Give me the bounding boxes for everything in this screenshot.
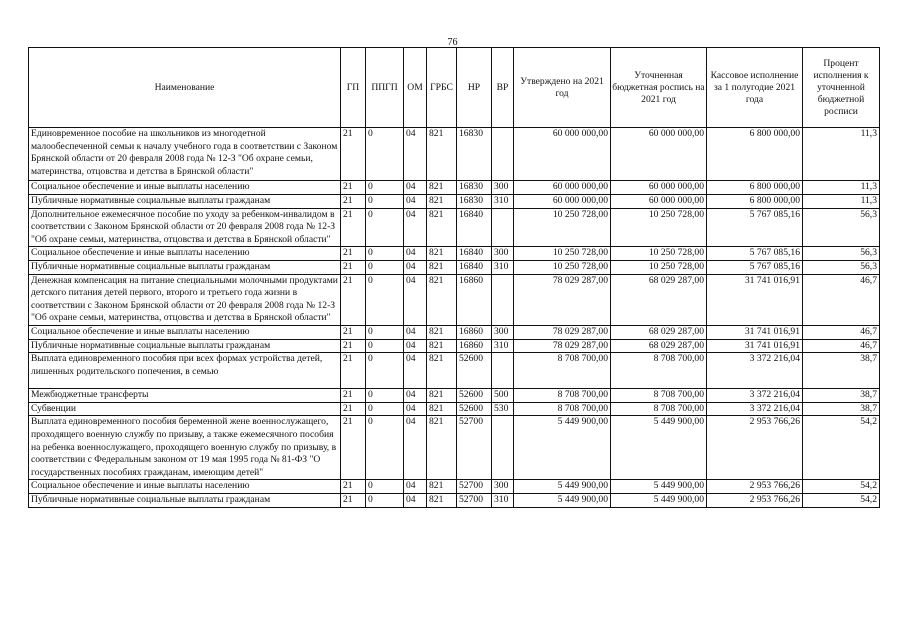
cell-gp: 21: [341, 208, 366, 247]
header-approved: Утверждено на 2021 год: [514, 48, 611, 128]
cell-gp: 21: [341, 260, 366, 274]
cell-grbs: 821: [427, 325, 457, 339]
cell-om: 04: [404, 339, 427, 353]
cell-percent: 56,3: [803, 208, 880, 247]
cell-vr: 300: [492, 181, 514, 195]
cell-grbs: 821: [427, 274, 457, 325]
table-row: [29, 128, 880, 181]
cell-vr: 300: [492, 325, 514, 339]
budget-table: [28, 47, 880, 508]
cell-pgp: 0: [366, 389, 404, 403]
cell-percent: 46,7: [803, 325, 880, 339]
cell-refined: 8 708 700,00: [611, 402, 707, 416]
cell-om: 04: [404, 402, 427, 416]
cell-pgp: 0: [366, 416, 404, 480]
cell-name: Публичные нормативные социальные выплаты гражданам: [29, 194, 341, 208]
cell-cash: 5 767 085,16: [707, 208, 803, 247]
cell-pgp: 0: [366, 339, 404, 353]
cell-om: 04: [404, 274, 427, 325]
cell-cash: 6 800 000,00: [707, 194, 803, 208]
cell-vr: [492, 416, 514, 480]
cell-cash: 3 372 216,04: [707, 353, 803, 389]
cell-name: Выплата единовременного пособия при всех формах устройства детей, лишенных родительского попечения, в семью: [29, 353, 341, 389]
cell-vr: 300: [492, 480, 514, 494]
cell-cash: 5 767 085,16: [707, 247, 803, 261]
cell-approved: 8 708 700,00: [514, 402, 611, 416]
cell-percent: 11,3: [803, 128, 880, 181]
cell-nr: 52600: [457, 353, 492, 389]
header-percent: Процент исполнения к уточненной бюджетной росписи: [803, 48, 880, 128]
cell-gp: 21: [341, 247, 366, 261]
cell-vr: 310: [492, 494, 514, 508]
cell-cash: 2 953 766,26: [707, 416, 803, 480]
cell-nr: 52600: [457, 389, 492, 403]
cell-approved: 8 708 700,00: [514, 353, 611, 389]
cell-name: Выплата единовременного пособия беременной жене военнослужащего, проходящего военную службу по призыву, а также ежемесячного пособия на ребенка военнослужащего, проходящего военную службу по призыву, в соответствии с Федеральным законом от 19 мая 1995 года № 81-ФЗ "О государственных пособиях гражданам, имеющим детей": [29, 416, 341, 480]
cell-gp: 21: [341, 339, 366, 353]
cell-nr: 16860: [457, 325, 492, 339]
cell-refined: 10 250 728,00: [611, 208, 707, 247]
table-row: [29, 402, 880, 416]
cell-cash: 6 800 000,00: [707, 128, 803, 181]
cell-gp: 21: [341, 480, 366, 494]
header-vr: ВР: [492, 48, 514, 128]
cell-refined: 10 250 728,00: [611, 247, 707, 261]
cell-vr: [492, 208, 514, 247]
cell-vr: [492, 274, 514, 325]
cell-vr: 300: [492, 247, 514, 261]
cell-gp: 21: [341, 389, 366, 403]
cell-name: Социальное обеспечение и иные выплаты населению: [29, 480, 341, 494]
cell-pgp: 0: [366, 494, 404, 508]
cell-vr: 500: [492, 389, 514, 403]
cell-pgp: 0: [366, 402, 404, 416]
cell-name: Публичные нормативные социальные выплаты гражданам: [29, 260, 341, 274]
cell-gp: 21: [341, 181, 366, 195]
cell-pgp: 0: [366, 325, 404, 339]
cell-grbs: 821: [427, 260, 457, 274]
cell-approved: 10 250 728,00: [514, 260, 611, 274]
cell-percent: 46,7: [803, 339, 880, 353]
header-refined: Уточненная бюджетная роспись на 2021 год: [611, 48, 707, 128]
cell-gp: 21: [341, 416, 366, 480]
cell-name: Публичные нормативные социальные выплаты гражданам: [29, 339, 341, 353]
cell-approved: 10 250 728,00: [514, 208, 611, 247]
cell-om: 04: [404, 247, 427, 261]
cell-pgp: 0: [366, 128, 404, 181]
header-pgp: ППГП: [366, 48, 404, 128]
cell-grbs: 821: [427, 128, 457, 181]
cell-percent: 11,3: [803, 181, 880, 195]
cell-om: 04: [404, 416, 427, 480]
cell-nr: 16830: [457, 128, 492, 181]
cell-percent: 38,7: [803, 389, 880, 403]
cell-nr: 52700: [457, 416, 492, 480]
cell-gp: 21: [341, 494, 366, 508]
page-number: 76: [447, 37, 458, 48]
header-gp: ГП: [341, 48, 366, 128]
cell-refined: 8 708 700,00: [611, 389, 707, 403]
cell-approved: 5 449 900,00: [514, 494, 611, 508]
cell-grbs: 821: [427, 416, 457, 480]
cell-name: Публичные нормативные социальные выплаты гражданам: [29, 494, 341, 508]
cell-refined: 8 708 700,00: [611, 353, 707, 389]
header-om: ОМ: [404, 48, 427, 128]
cell-percent: 38,7: [803, 353, 880, 389]
cell-name: Социальное обеспечение и иные выплаты населению: [29, 325, 341, 339]
cell-gp: 21: [341, 353, 366, 389]
cell-grbs: 821: [427, 353, 457, 389]
cell-name: Единовременное пособие на школьников из многодетной малообеспеченной семьи к началу учебного года в соответствии с Законом Брянской области от 20 февраля 2008 года № 12-З "Об охране семьи, материнства, отцовства и детства в Брянской области": [29, 128, 341, 181]
cell-nr: 16840: [457, 260, 492, 274]
cell-pgp: 0: [366, 181, 404, 195]
header-nr: НР: [457, 48, 492, 128]
header-cash: Кассовое исполнение за 1 полугодие 2021 года: [707, 48, 803, 128]
cell-percent: 56,3: [803, 260, 880, 274]
cell-percent: 46,7: [803, 274, 880, 325]
cell-approved: 78 029 287,00: [514, 339, 611, 353]
cell-approved: 5 449 900,00: [514, 416, 611, 480]
cell-nr: 52600: [457, 402, 492, 416]
table-row: [29, 247, 880, 261]
header-name: Наименование: [29, 48, 341, 128]
cell-gp: 21: [341, 274, 366, 325]
cell-vr: 310: [492, 339, 514, 353]
table-row: [29, 260, 880, 274]
cell-approved: 60 000 000,00: [514, 194, 611, 208]
table-header-row: [29, 48, 880, 128]
cell-grbs: 821: [427, 181, 457, 195]
table-row: [29, 389, 880, 403]
cell-approved: 78 029 287,00: [514, 325, 611, 339]
cell-grbs: 821: [427, 339, 457, 353]
cell-refined: 68 029 287,00: [611, 274, 707, 325]
cell-cash: 5 767 085,16: [707, 260, 803, 274]
cell-gp: 21: [341, 325, 366, 339]
cell-gp: 21: [341, 128, 366, 181]
cell-approved: 10 250 728,00: [514, 247, 611, 261]
cell-percent: 54,2: [803, 480, 880, 494]
cell-percent: 54,2: [803, 494, 880, 508]
cell-refined: 60 000 000,00: [611, 128, 707, 181]
table-row: [29, 274, 880, 325]
cell-nr: 16860: [457, 339, 492, 353]
cell-pgp: 0: [366, 274, 404, 325]
cell-refined: 60 000 000,00: [611, 181, 707, 195]
cell-om: 04: [404, 480, 427, 494]
cell-cash: 3 372 216,04: [707, 389, 803, 403]
cell-name: Социальное обеспечение и иные выплаты населению: [29, 181, 341, 195]
cell-om: 04: [404, 494, 427, 508]
cell-cash: 31 741 016,91: [707, 274, 803, 325]
cell-grbs: 821: [427, 247, 457, 261]
cell-nr: 16830: [457, 181, 492, 195]
table-row: [29, 494, 880, 508]
cell-name: Социальное обеспечение и иные выплаты населению: [29, 247, 341, 261]
cell-approved: 60 000 000,00: [514, 181, 611, 195]
cell-pgp: 0: [366, 353, 404, 389]
cell-nr: 52700: [457, 480, 492, 494]
cell-grbs: 821: [427, 402, 457, 416]
cell-refined: 5 449 900,00: [611, 416, 707, 480]
cell-om: 04: [404, 208, 427, 247]
cell-pgp: 0: [366, 260, 404, 274]
cell-vr: [492, 128, 514, 181]
cell-vr: 310: [492, 260, 514, 274]
cell-approved: 5 449 900,00: [514, 480, 611, 494]
cell-name: Субвенции: [29, 402, 341, 416]
cell-vr: [492, 353, 514, 389]
cell-name: Межбюджетные трансферты: [29, 389, 341, 403]
cell-pgp: 0: [366, 208, 404, 247]
cell-percent: 54,2: [803, 416, 880, 480]
cell-grbs: 821: [427, 494, 457, 508]
cell-gp: 21: [341, 194, 366, 208]
cell-pgp: 0: [366, 194, 404, 208]
cell-cash: 2 953 766,26: [707, 494, 803, 508]
cell-name: Денежная компенсация на питание специальными молочными продуктами детского питания детей первого, второго и третьего года жизни в соответствии с Законом Брянской области от 20 февраля 2008 года № 12-З "Об охране семьи, материнства, отцовства и детства в Брянской области": [29, 274, 341, 325]
cell-percent: 56,3: [803, 247, 880, 261]
cell-nr: 16860: [457, 274, 492, 325]
cell-om: 04: [404, 260, 427, 274]
table-row: [29, 208, 880, 247]
cell-om: 04: [404, 353, 427, 389]
table-row: [29, 353, 880, 389]
cell-om: 04: [404, 194, 427, 208]
cell-cash: 3 372 216,04: [707, 402, 803, 416]
table-row: [29, 339, 880, 353]
table-row: [29, 416, 880, 480]
header-grbs: ГРБС: [427, 48, 457, 128]
cell-om: 04: [404, 181, 427, 195]
cell-approved: 8 708 700,00: [514, 389, 611, 403]
cell-nr: 16830: [457, 194, 492, 208]
cell-percent: 38,7: [803, 402, 880, 416]
cell-refined: 68 029 287,00: [611, 339, 707, 353]
cell-grbs: 821: [427, 208, 457, 247]
cell-refined: 10 250 728,00: [611, 260, 707, 274]
cell-nr: 16840: [457, 208, 492, 247]
cell-nr: 52700: [457, 494, 492, 508]
table-row: [29, 325, 880, 339]
cell-om: 04: [404, 389, 427, 403]
cell-cash: 31 741 016,91: [707, 325, 803, 339]
table-row: [29, 480, 880, 494]
cell-pgp: 0: [366, 247, 404, 261]
cell-vr: 310: [492, 194, 514, 208]
cell-cash: 31 741 016,91: [707, 339, 803, 353]
table-row: [29, 194, 880, 208]
cell-grbs: 821: [427, 480, 457, 494]
cell-refined: 60 000 000,00: [611, 194, 707, 208]
cell-approved: 78 029 287,00: [514, 274, 611, 325]
cell-gp: 21: [341, 402, 366, 416]
cell-om: 04: [404, 128, 427, 181]
cell-approved: 60 000 000,00: [514, 128, 611, 181]
cell-refined: 5 449 900,00: [611, 494, 707, 508]
cell-nr: 16840: [457, 247, 492, 261]
cell-vr: 530: [492, 402, 514, 416]
cell-percent: 11,3: [803, 194, 880, 208]
cell-cash: 6 800 000,00: [707, 181, 803, 195]
table-row: [29, 181, 880, 195]
cell-grbs: 821: [427, 194, 457, 208]
cell-cash: 2 953 766,26: [707, 480, 803, 494]
cell-name: Дополнительное ежемесячное пособие по уходу за ребенком-инвалидом в соответствии с Законом Брянской области от 20 февраля 2008 года № 12-З "Об охране семьи, материнства, отцовства и детства в Брянской области": [29, 208, 341, 247]
cell-om: 04: [404, 325, 427, 339]
cell-grbs: 821: [427, 389, 457, 403]
cell-refined: 68 029 287,00: [611, 325, 707, 339]
cell-pgp: 0: [366, 480, 404, 494]
cell-refined: 5 449 900,00: [611, 480, 707, 494]
